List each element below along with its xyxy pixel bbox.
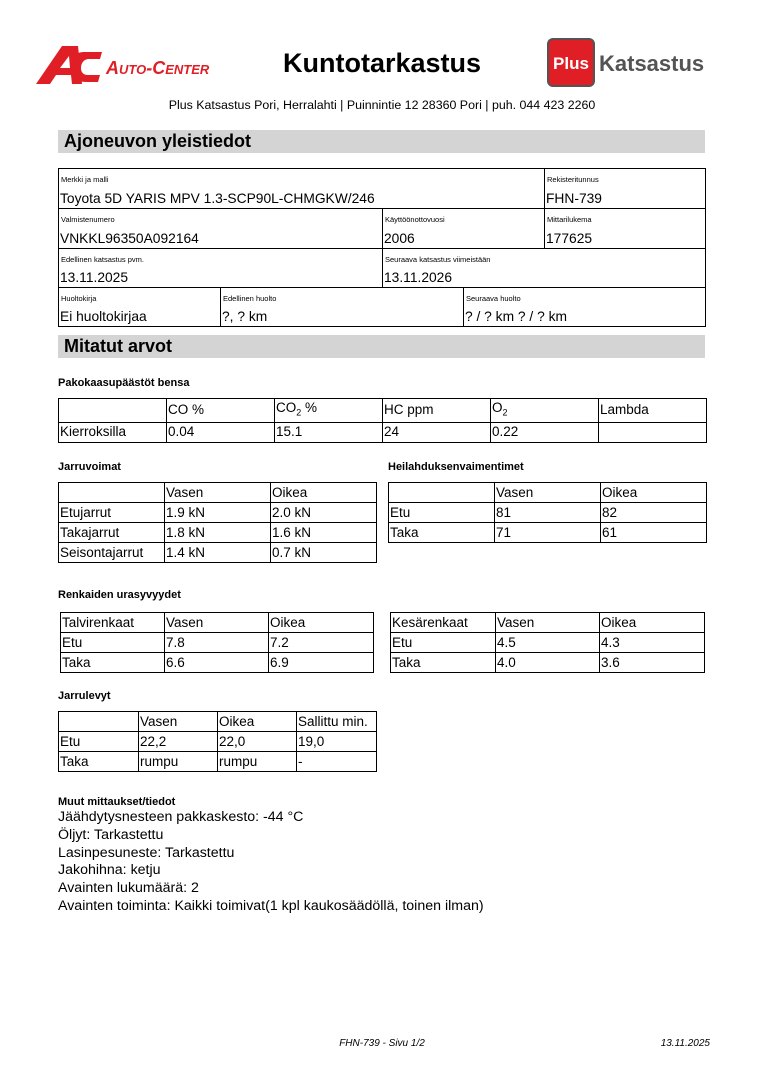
next-service-field bbox=[463, 287, 706, 327]
auto-center-wordmark: Auto-Center bbox=[106, 58, 210, 78]
other-measurements-list bbox=[58, 809, 484, 916]
table-row bbox=[61, 633, 374, 653]
left-value: 6.6 bbox=[165, 653, 269, 673]
other-title: Muut mittaukset/tiedot bbox=[58, 796, 176, 808]
row-label: Taka bbox=[389, 523, 495, 543]
summer-tires-header: Kesärenkaat bbox=[391, 613, 496, 633]
emissions-table bbox=[58, 398, 707, 443]
brakes-title: Jarruvoimat bbox=[58, 461, 121, 473]
table-row bbox=[59, 399, 707, 423]
row-label: Takajarrut bbox=[59, 523, 165, 543]
o2-header-main: O bbox=[492, 400, 503, 415]
column-header-left: Vasen bbox=[139, 712, 218, 732]
column-header-right: Oikea bbox=[269, 613, 374, 633]
first-registration-field bbox=[382, 208, 545, 249]
column-header-left: Vasen bbox=[165, 483, 271, 503]
right-value: 61 bbox=[601, 523, 707, 543]
column-header-min: Sallittu min. bbox=[297, 712, 377, 732]
co-header: CO % bbox=[167, 399, 275, 423]
right-value: 2.0 kN bbox=[271, 503, 377, 523]
table-row bbox=[389, 483, 707, 503]
first-registration-label: Käyttöönottovuosi bbox=[385, 215, 445, 224]
left-value: 4.0 bbox=[496, 653, 600, 673]
winter-tires-header: Talvirenkaat bbox=[61, 613, 165, 633]
lambda-value bbox=[599, 422, 707, 442]
table-cell bbox=[59, 712, 139, 732]
page-footer: FHN-739 - Sivu 1/2 bbox=[339, 1038, 425, 1049]
right-value: 4.3 bbox=[600, 633, 705, 653]
table-row bbox=[391, 613, 705, 633]
odometer-field bbox=[544, 208, 706, 249]
table-row bbox=[59, 503, 377, 523]
vin-field bbox=[58, 208, 383, 249]
make-model-label: Merkki ja malli bbox=[61, 175, 109, 184]
left-value: rumpu bbox=[139, 752, 218, 772]
right-value: 6.9 bbox=[269, 653, 374, 673]
document-title: Kuntotarkastus bbox=[282, 48, 482, 78]
table-row bbox=[61, 653, 374, 673]
section-measured-heading: Mitatut arvot bbox=[58, 335, 705, 358]
emissions-row-label: Kierroksilla bbox=[59, 422, 167, 442]
emissions-title: Pakokaasupäästöt bensa bbox=[58, 377, 190, 389]
list-item: Avainten toiminta: Kaikki toimivat(1 kpl kaukosäädöllä, toinen ilman) bbox=[58, 897, 484, 914]
row-label: Etu bbox=[391, 633, 496, 653]
table-row bbox=[59, 543, 377, 563]
brakes-table bbox=[58, 482, 377, 563]
right-value: 0.7 kN bbox=[271, 543, 377, 563]
first-registration-value: 2006 bbox=[384, 231, 415, 246]
list-item: Jäähdytysnesteen pakkaskesto: -44 °C bbox=[58, 809, 304, 825]
row-label: Taka bbox=[59, 752, 139, 772]
o2-header bbox=[491, 399, 599, 423]
row-label: Taka bbox=[391, 653, 496, 673]
vin-label: Valmistenumero bbox=[61, 215, 115, 224]
right-value: 3.6 bbox=[600, 653, 705, 673]
right-value: 1.6 kN bbox=[271, 523, 377, 543]
list-item: Lasinpesuneste: Tarkastettu bbox=[58, 844, 235, 861]
right-value: 22,0 bbox=[218, 732, 297, 752]
vin-value: VNKKL96350A092164 bbox=[60, 231, 199, 246]
footer-date: 13.11.2025 bbox=[660, 1038, 710, 1049]
table-cell bbox=[59, 399, 167, 423]
left-value: 71 bbox=[495, 523, 601, 543]
plus-katsastus-logo bbox=[547, 38, 730, 88]
previous-service-field bbox=[220, 287, 464, 327]
co2-header-sub: 2 bbox=[296, 407, 302, 418]
list-item: Öljyt: Tarkastettu bbox=[58, 826, 164, 843]
registration-label: Rekisteritunnus bbox=[547, 175, 599, 184]
summer-tires-table bbox=[390, 612, 705, 673]
odometer-value: 177625 bbox=[546, 231, 593, 246]
co-value: 0.04 bbox=[167, 422, 275, 442]
left-value: 81 bbox=[495, 503, 601, 523]
table-cell bbox=[59, 483, 165, 503]
min-value: - bbox=[297, 752, 377, 772]
next-service-label: Seuraava huolto bbox=[466, 294, 521, 303]
list-item: Avainten lukumäärä: 2 bbox=[58, 880, 199, 897]
column-header-left: Vasen bbox=[496, 613, 600, 633]
previous-service-value: ?, ? km bbox=[222, 309, 268, 324]
left-value: 4.5 bbox=[496, 633, 600, 653]
column-header-right: Oikea bbox=[218, 712, 297, 732]
katsastus-wordmark: Katsastus bbox=[599, 51, 705, 76]
table-row bbox=[59, 422, 707, 442]
registration-field bbox=[544, 168, 706, 209]
co2-header-unit: % bbox=[301, 400, 318, 415]
discs-title: Jarrulevyt bbox=[58, 690, 111, 702]
lambda-header: Lambda bbox=[599, 399, 707, 423]
hc-header: HC ppm bbox=[383, 399, 491, 423]
plus-wordmark: Plus bbox=[553, 54, 589, 73]
o2-value: 0.22 bbox=[491, 422, 599, 442]
table-cell bbox=[389, 483, 495, 503]
last-inspection-field bbox=[58, 248, 383, 288]
row-label: Seisontajarrut bbox=[59, 543, 165, 563]
service-book-label: Huoltokirja bbox=[61, 294, 97, 303]
last-inspection-label: Edellinen katsastus pvm. bbox=[61, 255, 144, 264]
odometer-label: Mittarilukema bbox=[547, 215, 592, 224]
right-value: rumpu bbox=[218, 752, 297, 772]
make-model-field bbox=[58, 168, 545, 209]
table-row bbox=[389, 503, 707, 523]
column-header-left: Vasen bbox=[165, 613, 269, 633]
left-value: 7.8 bbox=[165, 633, 269, 653]
table-row bbox=[389, 523, 707, 543]
station-address: Plus Katsastus Pori, Herralahti | Puinnintie 12 28360 Pori | puh. 044 423 2260 bbox=[168, 98, 596, 112]
left-value: 1.8 kN bbox=[165, 523, 271, 543]
row-label: Etujarrut bbox=[59, 503, 165, 523]
table-row bbox=[59, 712, 377, 732]
min-value: 19,0 bbox=[297, 732, 377, 752]
winter-tires-table bbox=[60, 612, 374, 673]
right-value: 82 bbox=[601, 503, 707, 523]
column-header-left: Vasen bbox=[495, 483, 601, 503]
service-book-value: Ei huoltokirjaa bbox=[60, 309, 147, 324]
last-inspection-value: 13.11.2025 bbox=[60, 270, 129, 285]
row-label: Etu bbox=[59, 732, 139, 752]
left-value: 1.9 kN bbox=[165, 503, 271, 523]
right-value: 7.2 bbox=[269, 633, 374, 653]
service-book-field bbox=[58, 287, 221, 327]
make-model-value: Toyota 5D YARIS MPV 1.3-SCP90L-CHMGKW/246 bbox=[60, 191, 375, 206]
table-row bbox=[391, 633, 705, 653]
table-row bbox=[59, 732, 377, 752]
row-label: Etu bbox=[389, 503, 495, 523]
co2-header bbox=[275, 399, 383, 423]
shocks-title: Heilahduksenvaimentimet bbox=[388, 461, 524, 473]
previous-service-label: Edellinen huolto bbox=[223, 294, 277, 303]
table-row bbox=[391, 653, 705, 673]
co2-value: 15.1 bbox=[275, 422, 383, 442]
list-item: Jakohihna: ketju bbox=[58, 862, 161, 879]
table-row bbox=[61, 613, 374, 633]
section-general-heading: Ajoneuvon yleistiedot bbox=[58, 130, 705, 153]
table-row bbox=[59, 752, 377, 772]
next-inspection-value: 13.11.2026 bbox=[384, 270, 453, 285]
table-row bbox=[59, 523, 377, 543]
row-label: Taka bbox=[61, 653, 165, 673]
co2-header-main: CO bbox=[276, 400, 297, 415]
column-header-right: Oikea bbox=[600, 613, 705, 633]
next-inspection-label: Seuraava katsastus viimeistään bbox=[385, 255, 491, 264]
hc-value: 24 bbox=[383, 422, 491, 442]
registration-value: FHN-739 bbox=[546, 191, 602, 206]
o2-header-sub: 2 bbox=[502, 407, 508, 418]
row-label: Etu bbox=[61, 633, 165, 653]
next-service-value: ? / ? km ? / ? km bbox=[465, 309, 567, 324]
left-value: 22,2 bbox=[139, 732, 218, 752]
tires-title: Renkaiden urasyvyydet bbox=[58, 589, 181, 601]
column-header-right: Oikea bbox=[601, 483, 707, 503]
shocks-table bbox=[388, 482, 707, 543]
next-inspection-field bbox=[382, 248, 706, 288]
brake-discs-table bbox=[58, 711, 377, 772]
column-header-right: Oikea bbox=[271, 483, 377, 503]
table-row bbox=[59, 483, 377, 503]
left-value: 1.4 kN bbox=[165, 543, 271, 563]
